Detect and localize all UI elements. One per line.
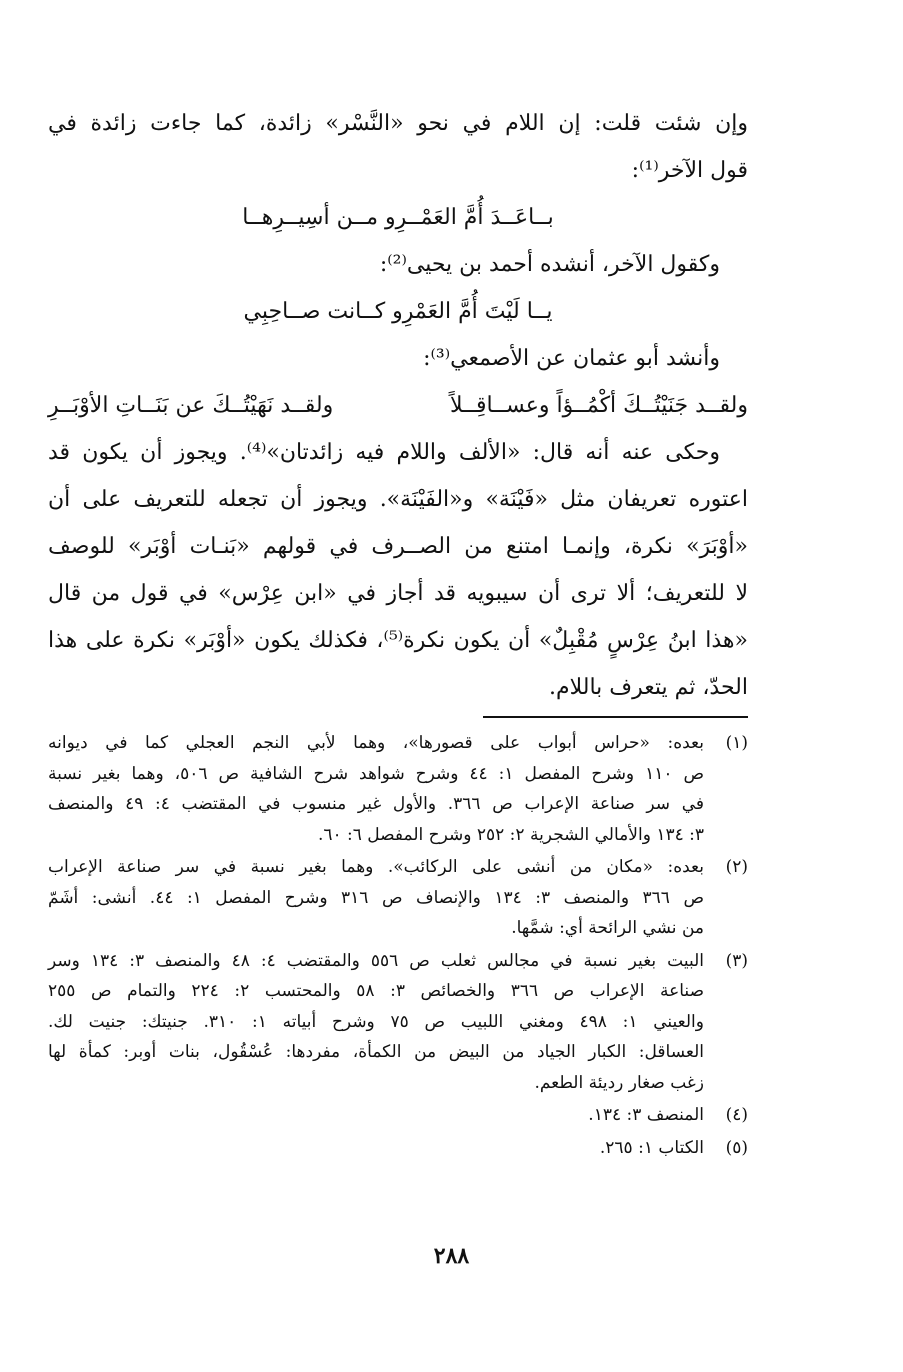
footnote-line: زغب صغار رديئة الطعم. [534,1072,704,1093]
footnote-number: (٤) [725,1105,748,1125]
verse-couplet [48,382,748,429]
text-line: «أوْبَرَ» نكرة، وإنمـا امتنع من الصــرف في قولهم «بَنـات أوْبَر» للوصف [48,534,748,559]
footnote [48,1133,748,1164]
footnote [48,728,748,850]
footnote-line: ص ٣٦٦ والمنصف ٣: ١٣٤ والإنصاف ص ٣١٦ وشرح المفصل ١: ٤٤. أنشى: أشَمّ [48,887,704,908]
footnote-line: ص ١١٠ وشرح المفصل ١: ٤٤ وشرح شواهد شرح الشافية ص ٥٠٦، وهما بغير نسبة [48,763,704,784]
footnote-line: بعده: «حراس أبواب على قصورها»، وهما لأبي النجم العجلي كما في ديوانه [48,733,704,753]
footnote-line: من نشي الرائحة أي: شمَّها. [511,918,704,938]
footnote-body [48,1133,704,1164]
text-line: لا للتعريف؛ ألا ترى أن سيبويه قد أجاز في «ابن عِرْس» في قول من قال [48,581,748,606]
footnotes [48,728,748,1165]
footnote [48,946,748,1099]
text-line: وكقول الآخر، أنشده أحمد بن يحيى⁽²⁾: [379,252,720,277]
footnote-line: صناعة الإعراب ص ٣٦٦ والخصائص ٣: ٥٨ والمحتسب ٢: ٢٢٤ والتمام ص ٢٥٥ [48,981,704,1001]
footnote-divider [483,716,748,718]
footnote-number: (٢) [725,857,748,877]
verse-line: يــا لَيْتَ أُمَّ العَمْرِو كــانت صــاحِبِي [243,299,553,324]
verse-hemistich-first: ولقــد جَنَيْتُــكَ أكْمُــؤاً وعســاقِــلاً [450,393,748,418]
footnote-line: البيت بغير نسبة في مجالس ثعلب ص ٥٥٦ والمقتضب ٤: ٤٨ والمنصف ٣: ١٣٤ وسر [48,950,704,971]
footnote [48,852,748,944]
footnote-line: المنصف ٣: ١٣٤. [588,1105,704,1125]
page-number: ٢٨٨ [433,1243,470,1269]
footnote-number: (٣) [725,950,748,971]
footnote-body [48,728,704,850]
main-text [48,100,748,711]
text-line: وإن شئت قلت: إن اللام في نحو «النَّسْر» زائدة، كما جاءت زائدة في [48,111,748,136]
footnote-line: بعده: «مكان من أنشى على الركائب». وهما بغير نسبة في سر صناعة الإعراب [48,857,704,877]
footnote-line: ٣: ١٣٤ والأمالي الشجرية ٢: ٢٥٢ وشرح المفصل ٦: ٦٠. [317,824,704,845]
footnote-line: الكتاب ١: ٢٦٥. [599,1137,704,1158]
footnote-number: (١) [725,733,748,753]
footnote-body [48,852,704,944]
footnote [48,1100,748,1131]
text-line: الحدّ، ثم يتعرف باللام. [549,675,748,700]
text-line: وحكى عنه أنه قال: «الألف واللام فيه زائدتان»⁽⁴⁾. ويجوز أن يكون قد [48,440,721,465]
verse-hemistich-second: ولقــد نَهَيْتُــكَ عن بَنَــاتِ الأوْبَــرِ [48,393,334,418]
footnote-body [48,1100,704,1131]
text-line: «هذا ابنُ عِرْسٍ مُقْبِلٌ» أن يكون نكرة⁽⁵⁾، فكذلك يكون «أوْبَر» نكرة على هذا [48,628,748,653]
footnote-line: والعيني ١: ٤٩٨ ومغني اللبيب ص ٧٥ وشرح أبياته ١: ٣١٠. جنيتك: جنيت لك. [48,1011,704,1032]
text-line: قول الآخر⁽¹⁾: [631,158,748,183]
footnote-line: في سر صناعة الإعراب ص ٣٦٦. والأول غير منسوب في المقتضب ٤: ٤٩ والمنصف [48,794,704,814]
text-line: اعتوره تعريفان مثل «فَيْنَة» و«الفَيْنَة». ويجوز أن تجعله للتعريف على أن [48,487,748,512]
footnote-number: (٥) [725,1137,748,1158]
footnote-body [48,946,704,1099]
text-line: وأنشد أبو عثمان عن الأصمعي⁽³⁾: [423,346,720,371]
verse-line: بــاعَــدَ أُمَّ العَمْــرِو مــن أسِيــرِهــا [242,205,554,230]
footnote-line: العساقل: الكبار الجياد من البيض من الكمأة، مفردها: عُسْقُول، بنات أوبر: كمأة لها [48,1042,704,1062]
